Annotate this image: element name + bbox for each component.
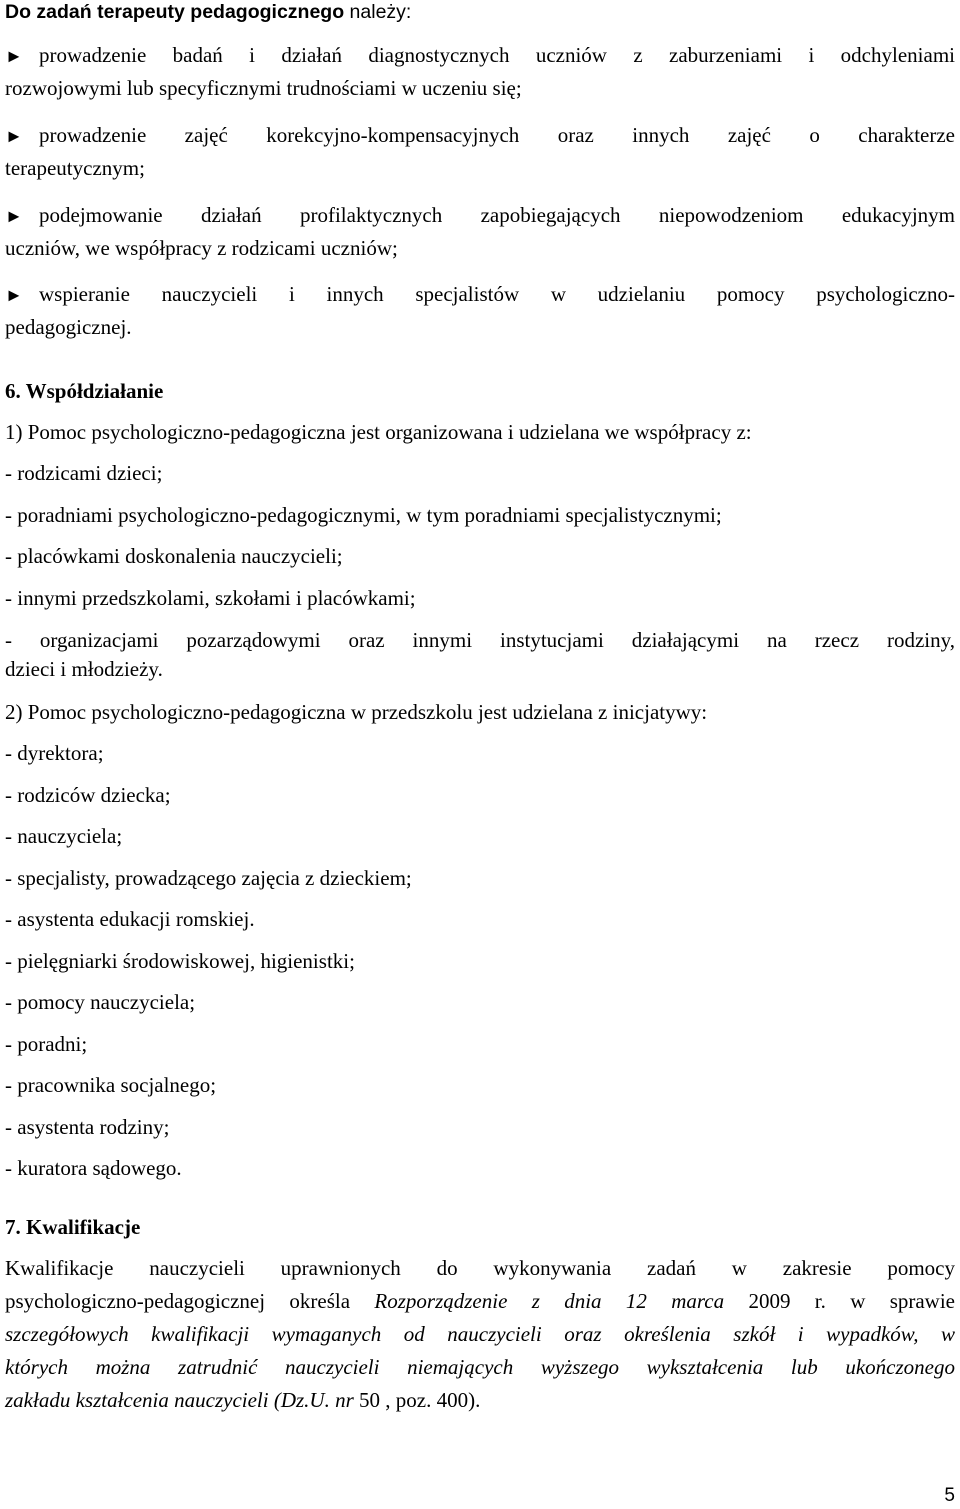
black-right-pointer-icon: ► [5, 206, 23, 226]
bullet-item [5, 119, 955, 185]
bullet-item [5, 278, 955, 344]
list-item: - pomocy nauczyciela; [5, 990, 196, 1014]
list-item: - asystenta rodziny; [5, 1115, 170, 1139]
bullet-text: podejmowanie działań profilaktycznych zapobiegających niepowodzeniom edukacyjnym [39, 203, 955, 227]
list-item: - specjalisty, prowadzącego zajęcia z dzieckiem; [5, 866, 412, 890]
list-item: - poradniami psychologiczno-pedagogicznymi, w tym poradniami specjalistycznymi; [5, 503, 722, 527]
bullet-text-cont: terapeutycznym; [5, 156, 145, 180]
bullet-item [5, 39, 955, 105]
section-title: 6. Współdziałanie [5, 379, 164, 403]
paragraph-line: Kwalifikacje nauczycieli uprawnionych do wykonywania zadań w zakresie pomocy [5, 1256, 955, 1280]
intro-rest: należy: [344, 1, 412, 23]
list-item: - placówkami doskonalenia nauczycieli; [5, 544, 343, 568]
paragraph-line: szczegółowych kwalifikacji wymaganych od nauczycieli oraz określenia szkół i wypadków, w [5, 1322, 955, 1346]
list-item: - innymi przedszkolami, szkołami i placówkami; [5, 586, 416, 610]
qualifications-paragraph [5, 1252, 955, 1417]
bullet-text-cont: rozwojowymi lub specyficznymi trudnościami w uczeniu się; [5, 76, 522, 100]
black-right-pointer-icon: ► [5, 285, 23, 305]
text-run-italic: zakładu kształcenia nauczycieli (Dz.U. nr [5, 1388, 354, 1412]
page-number: 5 [944, 1485, 955, 1506]
text-run: psychologiczno-pedagogicznej określa [5, 1289, 375, 1313]
text-run: 50 , poz. 400). [353, 1388, 481, 1412]
list-item: - asystenta edukacji romskiej. [5, 907, 255, 931]
list-item: - nauczyciela; [5, 824, 123, 848]
paragraph: 2) Pomoc psychologiczno-pedagogiczna w przedszkolu jest udzielana z inicjatywy: [5, 700, 708, 724]
bullet-text: prowadzenie zajęć korekcyjno-kompensacyjnych oraz innych zajęć o charakterze [39, 123, 955, 147]
list-item: - poradni; [5, 1032, 88, 1056]
paragraph-line: których można zatrudnić nauczycieli niemających wyższego wykształcenia lub ukończonego [5, 1355, 955, 1379]
list-item-line: - organizacjami pozarządowymi oraz innymi instytucjami działającymi na rzecz rodziny, [5, 628, 955, 652]
bullet-text-cont: pedagogicznej. [5, 315, 132, 339]
section-title: 7. Kwalifikacje [5, 1215, 141, 1239]
black-right-pointer-icon: ► [5, 46, 23, 66]
paragraph-line [5, 1384, 955, 1417]
list-item: - rodzicami dzieci; [5, 461, 163, 485]
list-item [5, 624, 955, 686]
text-run-italic: Rozporządzenie z dnia 12 marca [374, 1289, 725, 1313]
text-run: 2009 r. w sprawie [724, 1289, 955, 1313]
paragraph-line [5, 1285, 955, 1318]
black-right-pointer-icon: ► [5, 126, 23, 146]
intro-bold: Do zadań terapeuty pedagogicznego [5, 1, 345, 23]
bullet-item [5, 199, 955, 265]
list-item: - dyrektora; [5, 741, 104, 765]
list-item: - kuratora sądowego. [5, 1156, 182, 1180]
list-item-line: dzieci i młodzieży. [5, 657, 163, 681]
paragraph: 1) Pomoc psychologiczno-pedagogiczna jest organizowana i udzielana we współpracy z: [5, 420, 752, 444]
intro-heading [5, 0, 411, 24]
bullet-text: prowadzenie badań i działań diagnostycznych uczniów z zaburzeniami i odchyleniami [39, 43, 955, 67]
list-item: - pielęgniarki środowiskowej, higienistki; [5, 949, 355, 973]
bullet-text-cont: uczniów, we współpracy z rodzicami uczniów; [5, 236, 398, 260]
list-item: - rodziców dziecka; [5, 783, 171, 807]
list-item: - pracownika socjalnego; [5, 1073, 217, 1097]
bullet-text: wspieranie nauczycieli i innych specjalistów w udzielaniu pomocy psychologiczno- [39, 282, 955, 306]
